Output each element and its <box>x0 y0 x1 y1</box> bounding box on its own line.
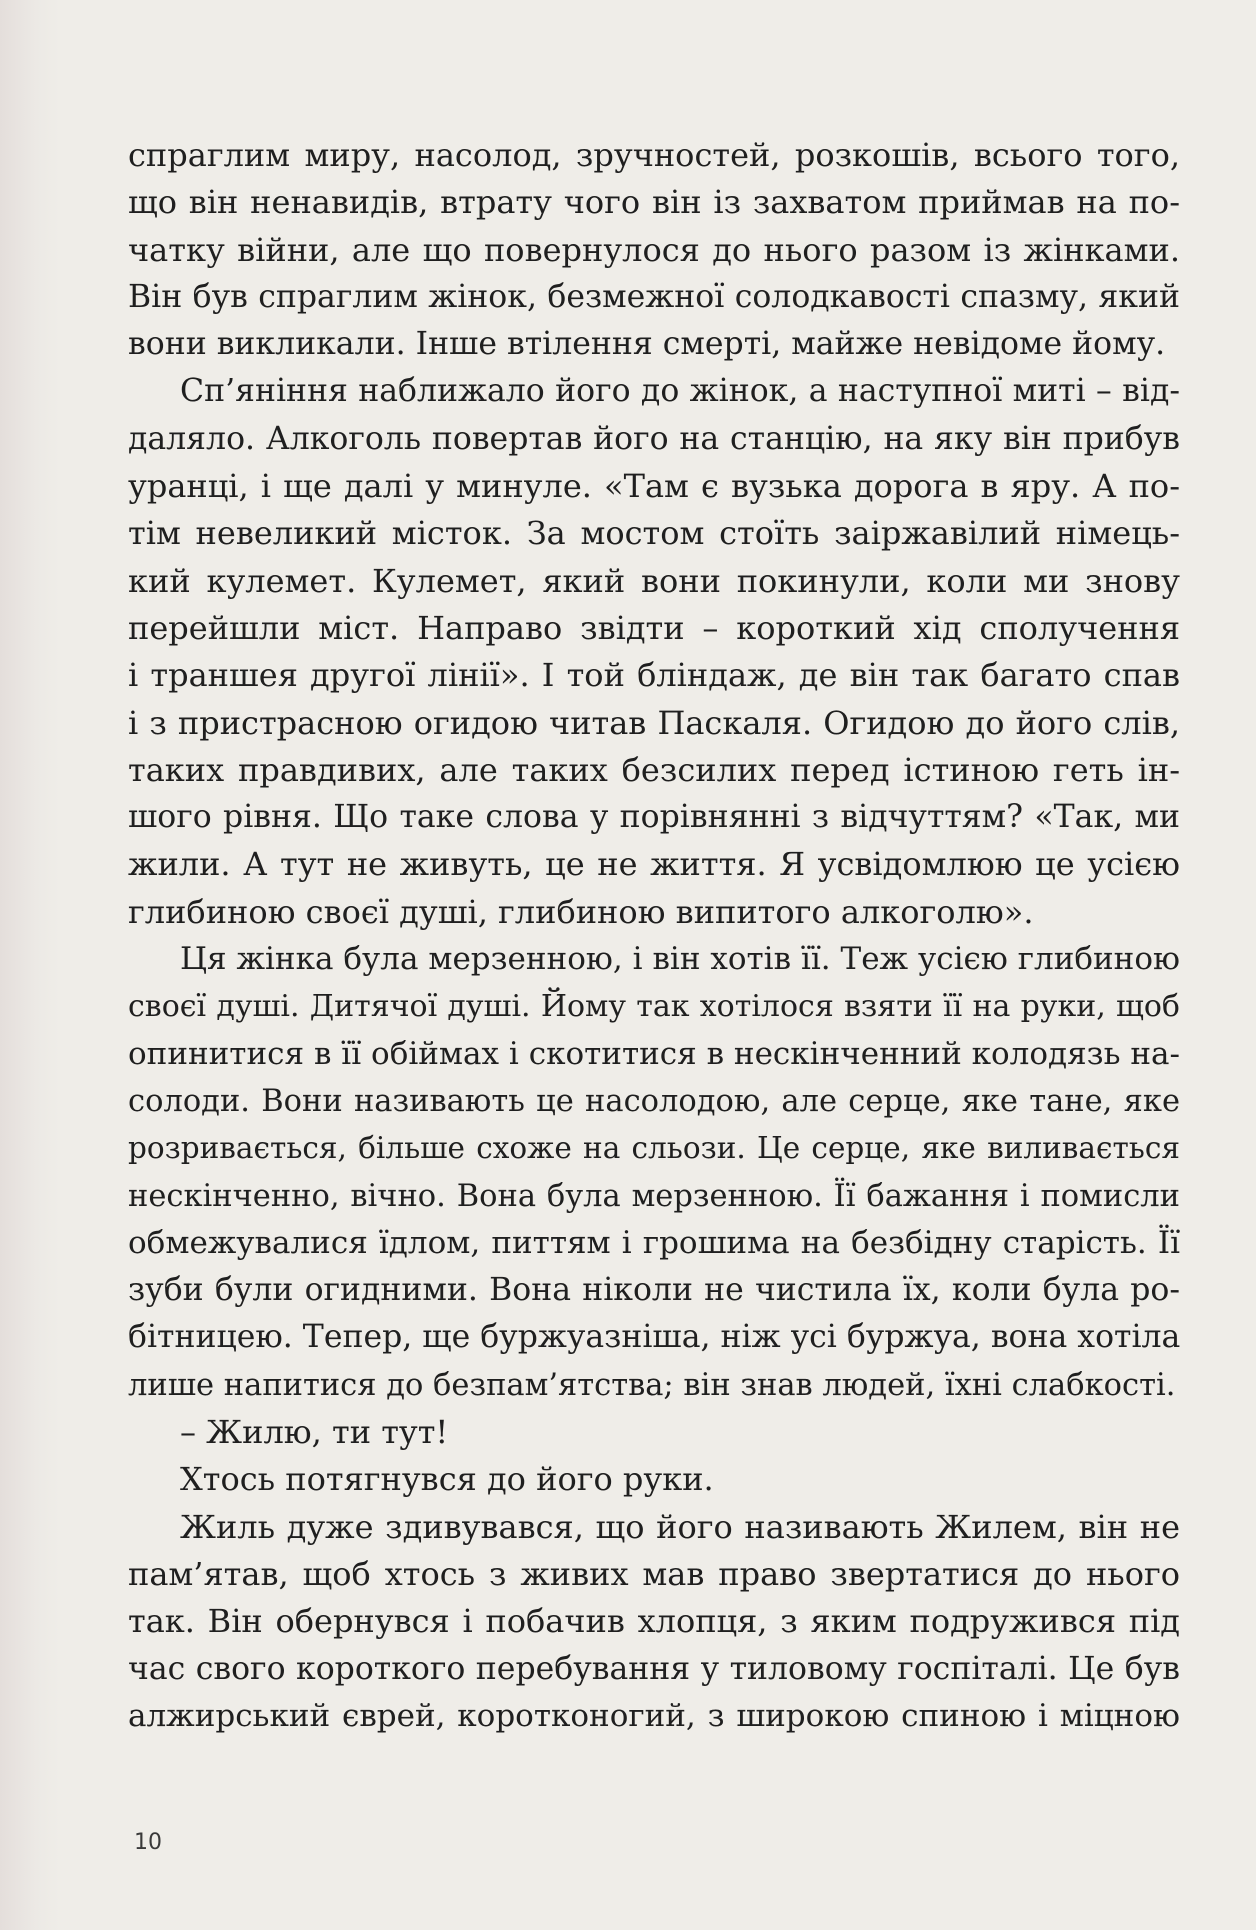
text-line: опинитися в її обіймах і скотитися в нескінченний колодязь на- <box>128 1035 1180 1072</box>
body-text <box>128 132 1180 1740</box>
text-line: лише напитися до безпам’ятства; він знав людей, їхні слабкості. <box>128 1367 1176 1403</box>
text-line: бітницею. Тепер, ще буржуазніша, ніж усі буржуа, вона хотіла <box>128 1319 1181 1356</box>
text-line: і з пристрасною огидою читав Паскаля. Огидою до його слів, <box>128 703 1180 742</box>
text-line: таких правдивих, але таких безсилих перед істиною геть ін- <box>128 750 1180 789</box>
text-line: Він був спраглим жінок, безмежної солодкавості спазму, який <box>128 278 1180 315</box>
text-line: кий кулемет. Кулемет, який вони покинули, коли ми знову <box>128 561 1180 600</box>
text-line: пам’ятав, щоб хтось з живих мав право звертатися до нього <box>128 1554 1180 1593</box>
text-line: спраглим миру, насолод, зручностей, розкошів, всього того, <box>128 136 1180 174</box>
text-line: чатку війни, але що повернулося до нього разом із жінками. <box>128 230 1180 269</box>
text-line: Хтось потягнувся до його руки. <box>180 1460 714 1499</box>
text-line: алжирський єврей, коротконогий, з широкою спиною і міцною <box>128 1697 1180 1734</box>
text-line: нескінченно, вічно. Вона була мерзенною. Її бажання і помисли <box>128 1178 1180 1214</box>
text-line: так. Він обернувся і побачив хлопця, з яким подружився під <box>128 1602 1180 1641</box>
text-line: тім невеликий місток. За мостом стоїть заіржавілий німець- <box>128 514 1180 553</box>
text-line: що він ненавидів, втрату чого він із захватом приймав на по- <box>128 183 1180 222</box>
text-line: обмежувалися їдлом, питтям і грошима на безбідну старість. Її <box>128 1224 1180 1261</box>
text-line: розривається, більше схоже на сльози. Це серце, яке виливається <box>128 1131 1180 1166</box>
page-number: 10 <box>134 1830 162 1855</box>
page-edge-shadow <box>0 0 60 1930</box>
text-line: і траншея другої лінії». І той бліндаж, де він так багато спав <box>128 656 1180 695</box>
text-line: уранці, і ще далі у минуле. «Там є вузька дорога в яру. А по- <box>128 467 1180 506</box>
text-line: – Жилю, ти тут! <box>180 1413 449 1452</box>
text-line: вони викликали. Інше втілення смерті, майже невідоме йому. <box>128 326 1166 363</box>
text-line: Сп’яніння наближало його до жінок, а наступної миті – від- <box>180 373 1180 410</box>
text-line: Жиль дуже здивувався, що його називають Жилем, він не <box>180 1507 1180 1546</box>
text-line: жили. А тут не живуть, це не життя. Я усвідомлюю це усією <box>128 845 1180 884</box>
text-line: даляло. Алкоголь повертав його на станцію, на яку він прибув <box>128 420 1180 457</box>
text-line: час свого короткого перебування у тиловому госпіталі. Це був <box>128 1650 1180 1687</box>
text-line: зуби були огидними. Вона ніколи не чистила їх, коли була ро- <box>128 1272 1180 1309</box>
text-line: глибиною своєї душі, глибиною випитого алкоголю». <box>128 892 1034 931</box>
text-line: Ця жінка була мерзенною, і він хотів її. Теж усією глибиною <box>180 941 1180 978</box>
text-line: своєї душі. Дитячої душі. Йому так хотілося взяти її на руки, щоб <box>128 989 1180 1025</box>
text-line: перейшли міст. Направо звідти – короткий хід сполучення <box>128 608 1180 647</box>
text-line: солоди. Вони називають це насолодою, але серце, яке тане, яке <box>128 1083 1180 1119</box>
text-line: шого рівня. Що таке слова у порівнянні з відчуттям? «Так, ми <box>128 799 1180 836</box>
